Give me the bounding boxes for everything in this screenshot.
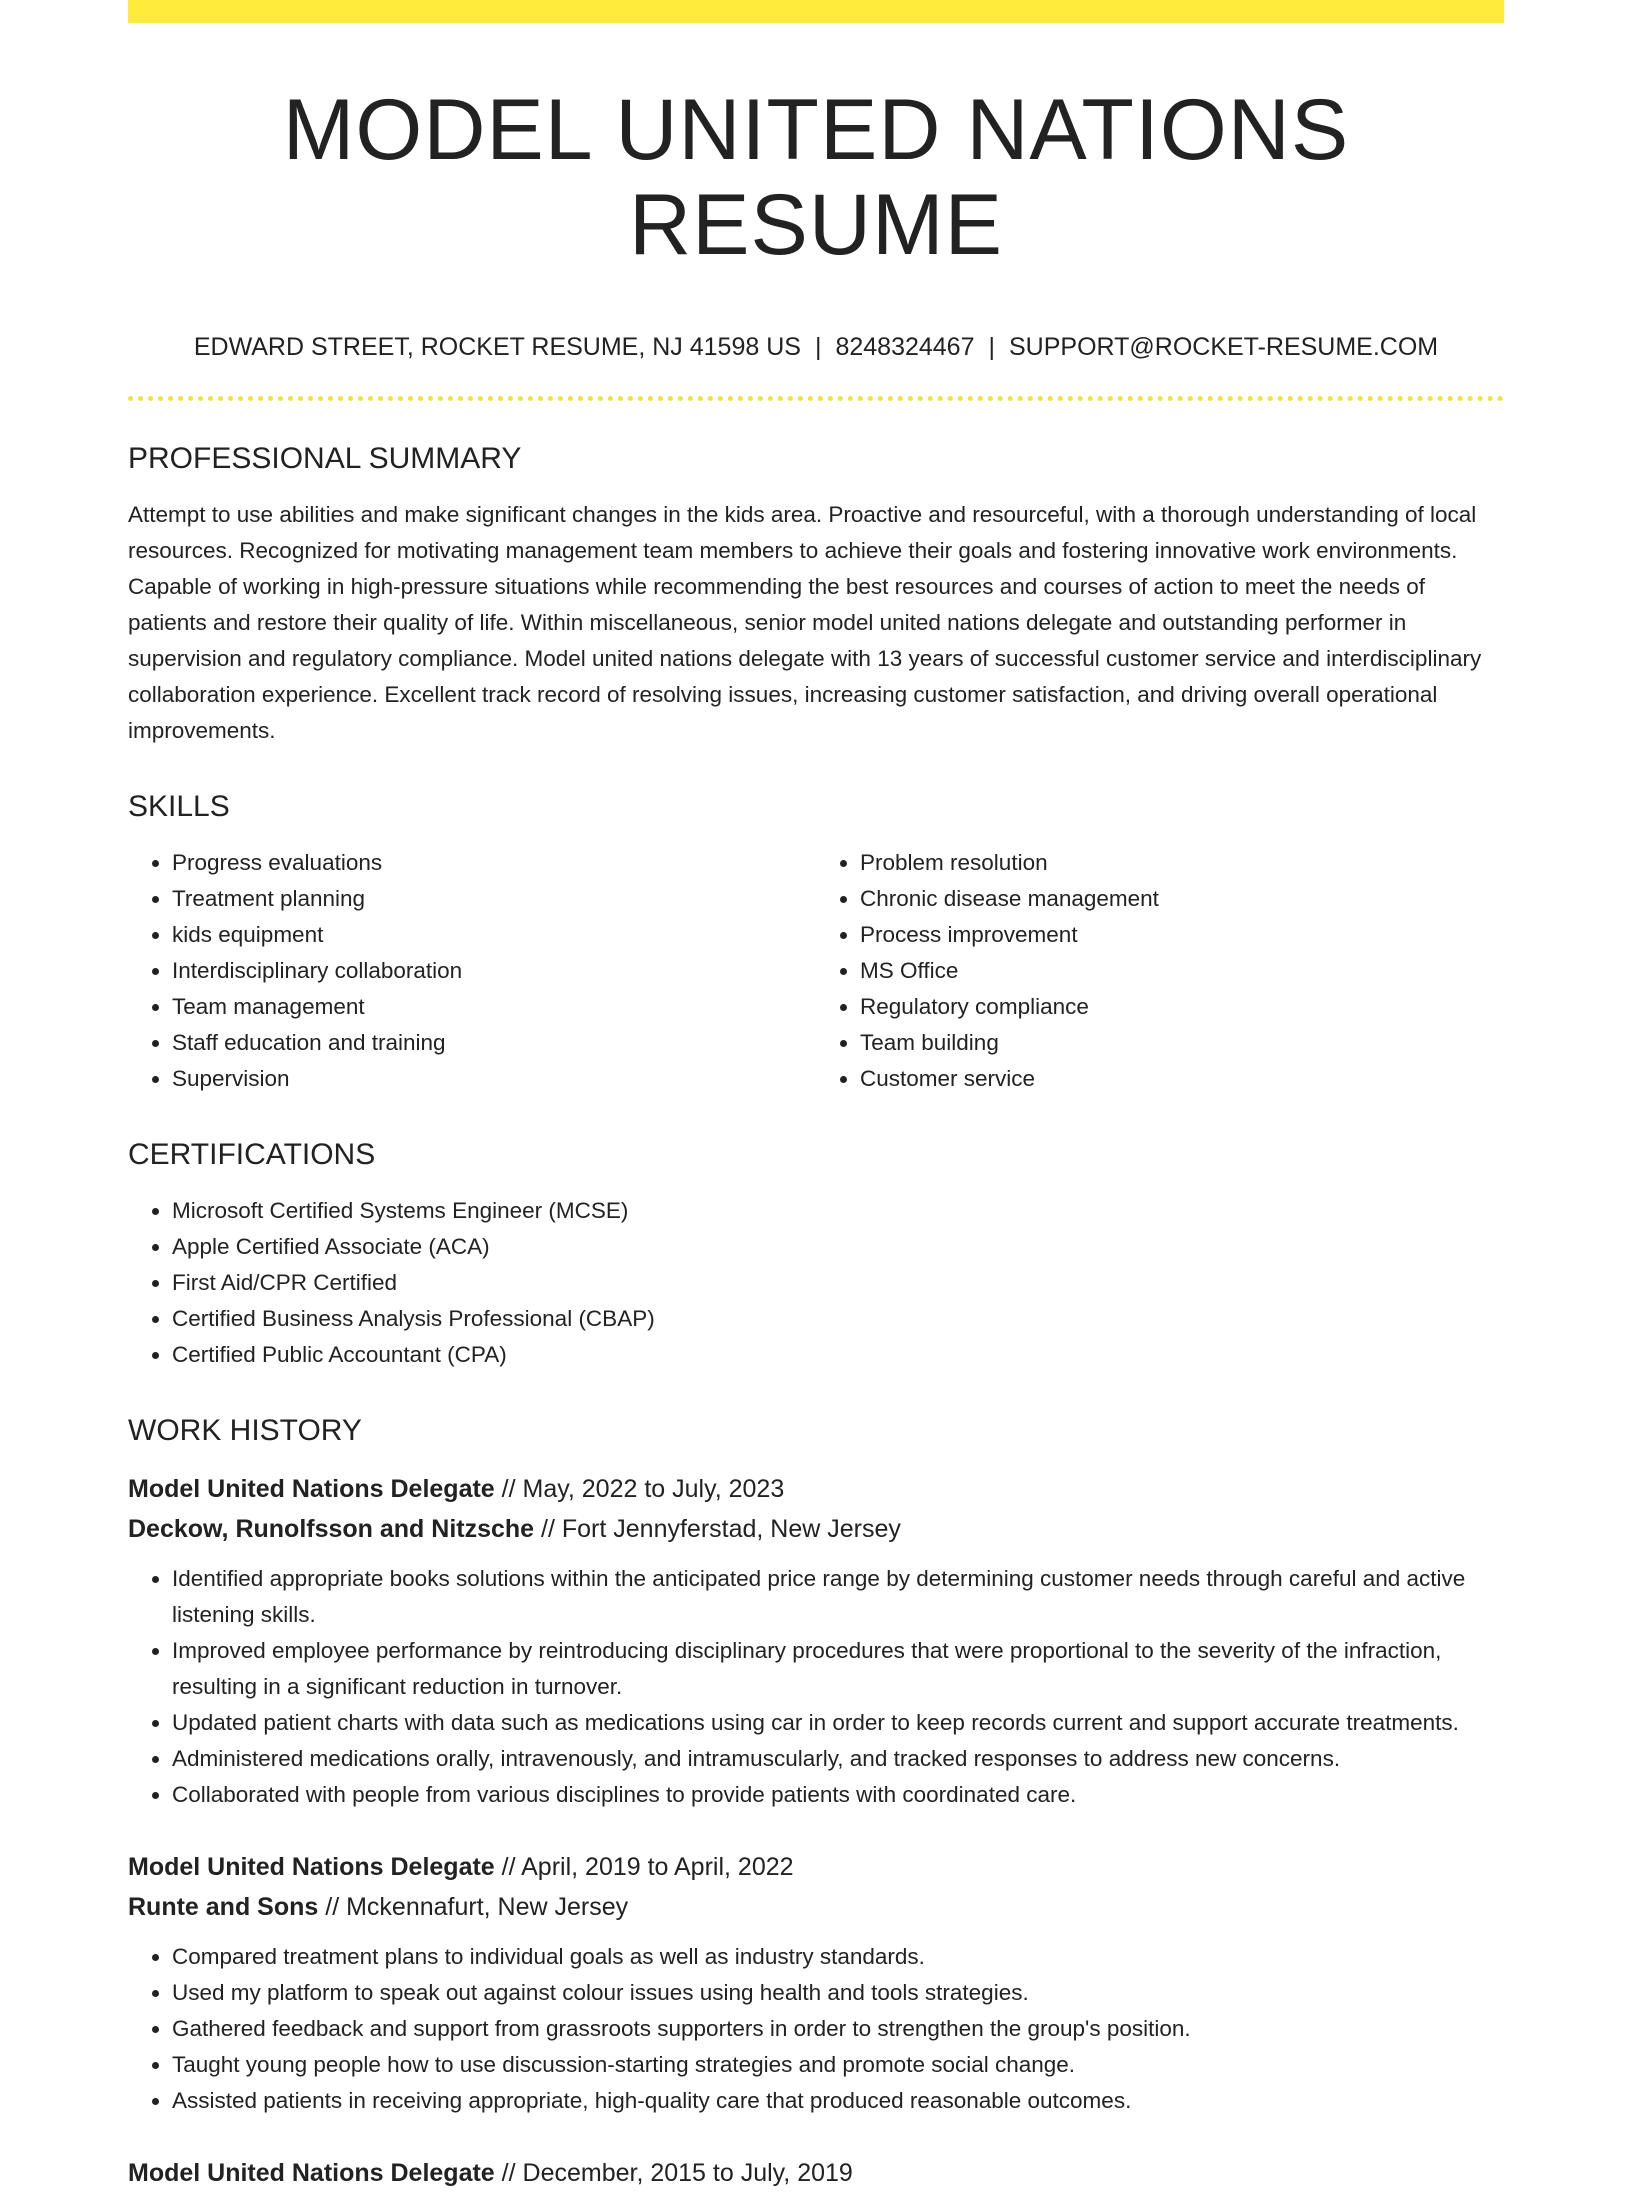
skills-section bbox=[128, 789, 1504, 1097]
skill-item: • Problem resolution bbox=[860, 845, 1504, 881]
job-company: Runte and Sons bbox=[128, 1893, 319, 1922]
job-dates: // April, 2019 to April, 2022 bbox=[501, 1853, 794, 1882]
skills-list-right bbox=[816, 845, 1504, 1097]
skill-item: • Progress evaluations bbox=[172, 845, 816, 881]
job-bullets bbox=[128, 1561, 1504, 1813]
job-dates: // December, 2015 to July, 2019 bbox=[501, 2159, 853, 2188]
resume-title: MODEL UNITED NATIONS RESUME bbox=[282, 82, 1350, 273]
job-entry bbox=[128, 2153, 1504, 2193]
summary-section bbox=[128, 441, 1504, 749]
job-location: // Fort Jennyferstad, New Jersey bbox=[541, 1515, 901, 1544]
summary-heading: PROFESSIONAL SUMMARY bbox=[128, 442, 522, 476]
skill-item: • Customer service bbox=[860, 1061, 1504, 1097]
contact-email: SUPPORT@ROCKET-RESUME.COM bbox=[1009, 333, 1439, 362]
job-bullet: • Taught young people how to use discussion-starting strategies and promote social change. bbox=[172, 2047, 1504, 2083]
certifications-list bbox=[128, 1193, 1504, 1373]
job-bullet: • Identified appropriate books solutions within the anticipated price range by determining customer needs through careful and active listening skills. bbox=[172, 1561, 1504, 1633]
work-history-section bbox=[128, 1413, 1504, 2193]
contact-line bbox=[128, 332, 1504, 362]
skill-item: • kids equipment bbox=[172, 917, 816, 953]
job-bullet: • Administered medications orally, intravenously, and intramuscularly, and tracked responses to address new concerns. bbox=[172, 1741, 1504, 1777]
job-bullet: • Used my platform to speak out against colour issues using health and tools strategies. bbox=[172, 1975, 1504, 2011]
job-company: Deckow, Runolfsson and Nitzsche bbox=[128, 1515, 535, 1544]
skill-item: • Team management bbox=[172, 989, 816, 1025]
certification-item: • Apple Certified Associate (ACA) bbox=[172, 1229, 1504, 1265]
skill-item: • MS Office bbox=[860, 953, 1504, 989]
certification-item: • Certified Public Accountant (CPA) bbox=[172, 1337, 1504, 1373]
job-bullet: • Updated patient charts with data such as medications using car in order to keep records current and support accurate treatments. bbox=[172, 1705, 1504, 1741]
skill-item: • Chronic disease management bbox=[860, 881, 1504, 917]
job-bullet: • Gathered feedback and support from grassroots supporters in order to strengthen the group's position. bbox=[172, 2011, 1504, 2047]
job-dates: // May, 2022 to July, 2023 bbox=[501, 1475, 785, 1504]
job-bullet: • Compared treatment plans to individual goals as well as industry standards. bbox=[172, 1939, 1504, 1975]
job-entry bbox=[128, 1469, 1504, 1813]
accent-bar bbox=[128, 0, 1504, 23]
skill-item: • Supervision bbox=[172, 1061, 816, 1097]
job-title: Model United Nations Delegate bbox=[128, 2159, 495, 2188]
job-title-line bbox=[128, 2153, 1504, 2193]
skill-item: • Team building bbox=[860, 1025, 1504, 1061]
work-history-heading: WORK HISTORY bbox=[128, 1414, 362, 1448]
skill-item: • Process improvement bbox=[860, 917, 1504, 953]
job-bullet: • Assisted patients in receiving appropriate, high-quality care that produced reasonable outcomes. bbox=[172, 2083, 1504, 2119]
job-entry bbox=[128, 1847, 1504, 2119]
job-title: Model United Nations Delegate bbox=[128, 1475, 495, 1504]
certification-item: • Certified Business Analysis Professional (CBAP) bbox=[172, 1301, 1504, 1337]
skills-heading: SKILLS bbox=[128, 790, 230, 824]
job-title-line bbox=[128, 1847, 1504, 1887]
skill-item: • Regulatory compliance bbox=[860, 989, 1504, 1025]
job-bullet: • Improved employee performance by reintroducing disciplinary procedures that were proportional to the severity of the infraction, resulting in a significant reduction in turnover. bbox=[172, 1633, 1504, 1705]
certifications-heading: CERTIFICATIONS bbox=[128, 1138, 376, 1172]
skills-list-left bbox=[128, 845, 816, 1097]
job-location: // Mckennafurt, New Jersey bbox=[325, 1893, 629, 1922]
contact-address: EDWARD STREET, ROCKET RESUME, NJ 41598 US bbox=[193, 333, 801, 362]
contact-separator: | bbox=[988, 333, 995, 362]
resume-page bbox=[128, 0, 1504, 2193]
job-bullet: • Collaborated with people from various disciplines to provide patients with coordinated care. bbox=[172, 1777, 1504, 1813]
job-company-line bbox=[128, 1509, 1504, 1549]
skills-columns bbox=[128, 845, 1504, 1097]
skill-item: • Treatment planning bbox=[172, 881, 816, 917]
certification-item: • First Aid/CPR Certified bbox=[172, 1265, 1504, 1301]
contact-separator: | bbox=[814, 333, 822, 362]
job-bullets bbox=[128, 1939, 1504, 2119]
certifications-section bbox=[128, 1137, 1504, 1373]
summary-text: Attempt to use abilities and make significant changes in the kids area. Proactive and resourceful, with a thorough understanding of local resources. Recognized for motivating management team members to achieve their goals and fostering innovative work environments. Capable of working in high-pressure situations while recommending the best resources and courses of action to meet the needs of patients and restore their quality of life. Within miscellaneous, senior model united nations delegate and outstanding performer in supervision and regulatory compliance. Model united nations delegate with 13 years of successful customer service and interdisciplinary collaboration experience. Excellent track record of resolving issues, increasing customer satisfaction, and driving overall operational improvements. bbox=[128, 502, 1482, 744]
job-title: Model United Nations Delegate bbox=[128, 1853, 495, 1882]
skill-item: • Interdisciplinary collaboration bbox=[172, 953, 816, 989]
skill-item: • Staff education and training bbox=[172, 1025, 816, 1061]
dotted-divider bbox=[128, 396, 1504, 401]
contact-phone: 8248324467 bbox=[835, 333, 975, 362]
certification-item: • Microsoft Certified Systems Engineer (MCSE) bbox=[172, 1193, 1504, 1229]
job-title-line bbox=[128, 1469, 1504, 1509]
job-company-line bbox=[128, 1887, 1504, 1927]
